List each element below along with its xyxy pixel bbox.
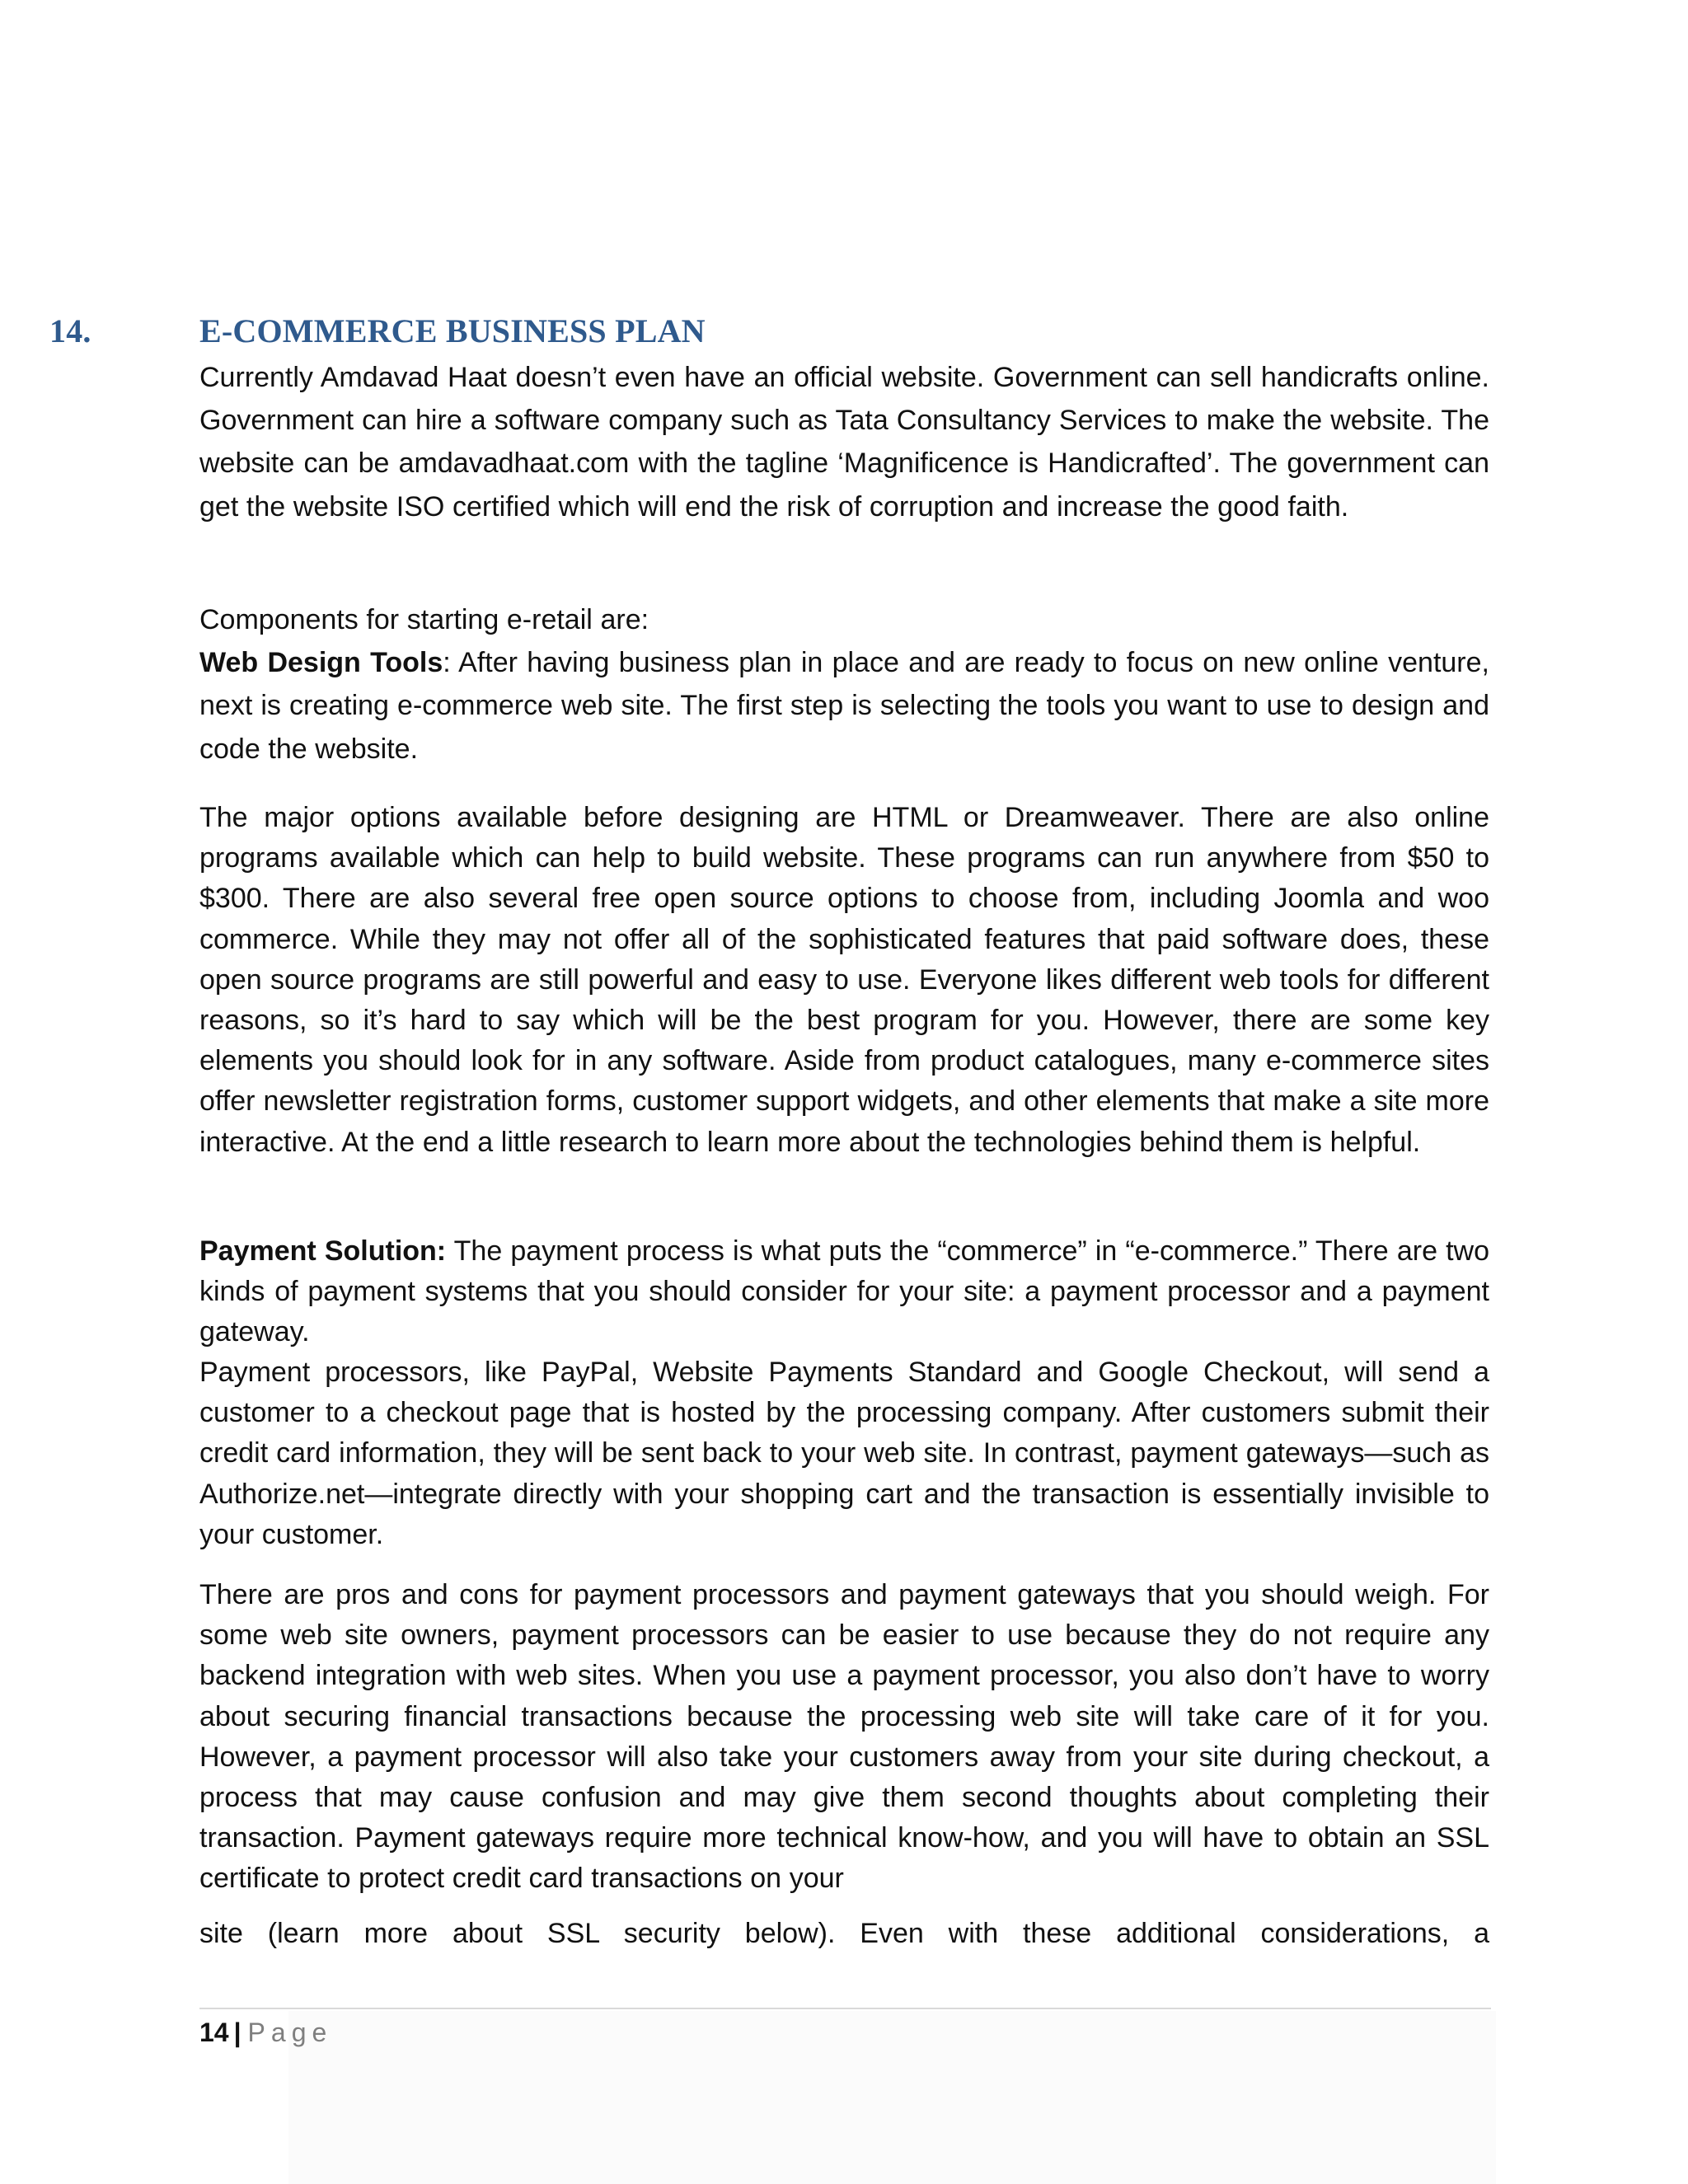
- web-design-text: : After having business plan in place and are ready to focus on new online venture, next is creating e-commerce web site. The first step is selecting the tools you want to use to design and code the website.: [199, 647, 1489, 765]
- footer-page-number: 14: [199, 2018, 229, 2047]
- section-number: 14.: [49, 312, 91, 349]
- footer-divider: [199, 2008, 1491, 2009]
- footer-page-label: Page: [247, 2018, 333, 2047]
- section-title: E-COMMERCE BUSINESS PLAN: [199, 312, 706, 349]
- payment-solution-label: Payment Solution:: [199, 1235, 447, 1267]
- pros-cons-paragraph: There are pros and cons for payment processors and payment gateways that you should weigh. For some web site owners, payment processors can be easier to use because they do not require any backend integration with web sites. When you use a payment processor, you also don’t have to worry about securing financial transactions because the processing web site will take care of it for you. However, a payment processor will also take your customers away from your site during checkout, a process that may cause confusion and may give them second thoughts about completing their transaction. Payment gateways require more technical know-how, and you will have to obtain an SSL certificate to protect credit card transactions on your: [199, 1579, 1489, 1895]
- section-heading: [49, 312, 706, 350]
- footer-separator: |: [233, 2018, 241, 2047]
- web-design-label: Web Design Tools: [199, 647, 443, 679]
- components-intro: Components for starting e-retail are:: [199, 604, 649, 635]
- page-footer: [199, 2014, 332, 2050]
- footer-background-panel: [288, 2011, 1496, 2184]
- payment-solution-text: The payment process is what puts the “commerce” in “e-commerce.” There are two kinds of payment systems that you should consider for your site: a payment processor and a payment gateway.: [199, 1235, 1489, 1348]
- components-paragraph: [199, 598, 1489, 771]
- payment-solution-paragraph: [199, 1231, 1489, 1353]
- last-line-paragraph: [199, 1914, 1489, 1954]
- intro-paragraph: Currently Amdavad Haat doesn’t even have an official website. Government can sell handicrafts online. Government can hire a software company such as Tata Consultancy Services to make the website. The website can be amdavadhaat.com with the tagline ‘Magnificence is Handicrafted’. The government can get the website ISO certified which will end the risk of corruption and increase the good faith.: [199, 362, 1489, 523]
- last-line-text: site (learn more about SSL security below). Even with these additional considerations, a: [199, 1918, 1489, 1949]
- options-paragraph: The major options available before designing are HTML or Dreamweaver. There are also online programs available which can help to build website. These programs can run anywhere from $50 to $300. There are also several free open source options to choose from, including Joomla and woo commerce. While they may not offer all of the sophisticated features that paid software does, these open source programs are still powerful and easy to use. Everyone likes different web tools for different reasons, so it’s hard to say which will be the best program for you. However, there are some key elements you should look for in any software. Aside from product catalogues, many e-commerce sites offer newsletter registration forms, customer support widgets, and other elements that make a site more interactive. At the end a little research to learn more about the technologies behind them is helpful.: [199, 802, 1489, 1158]
- payment-processors-paragraph: Payment processors, like PayPal, Website Payments Standard and Google Checkout, will send a customer to a checkout page that is hosted by the processing company. After customers submit their credit card information, they will be sent back to your web site. In contrast, payment gateways—such as Authorize.net—integrate directly with your shopping cart and the transaction is essentially invisible to your customer.: [199, 1357, 1489, 1550]
